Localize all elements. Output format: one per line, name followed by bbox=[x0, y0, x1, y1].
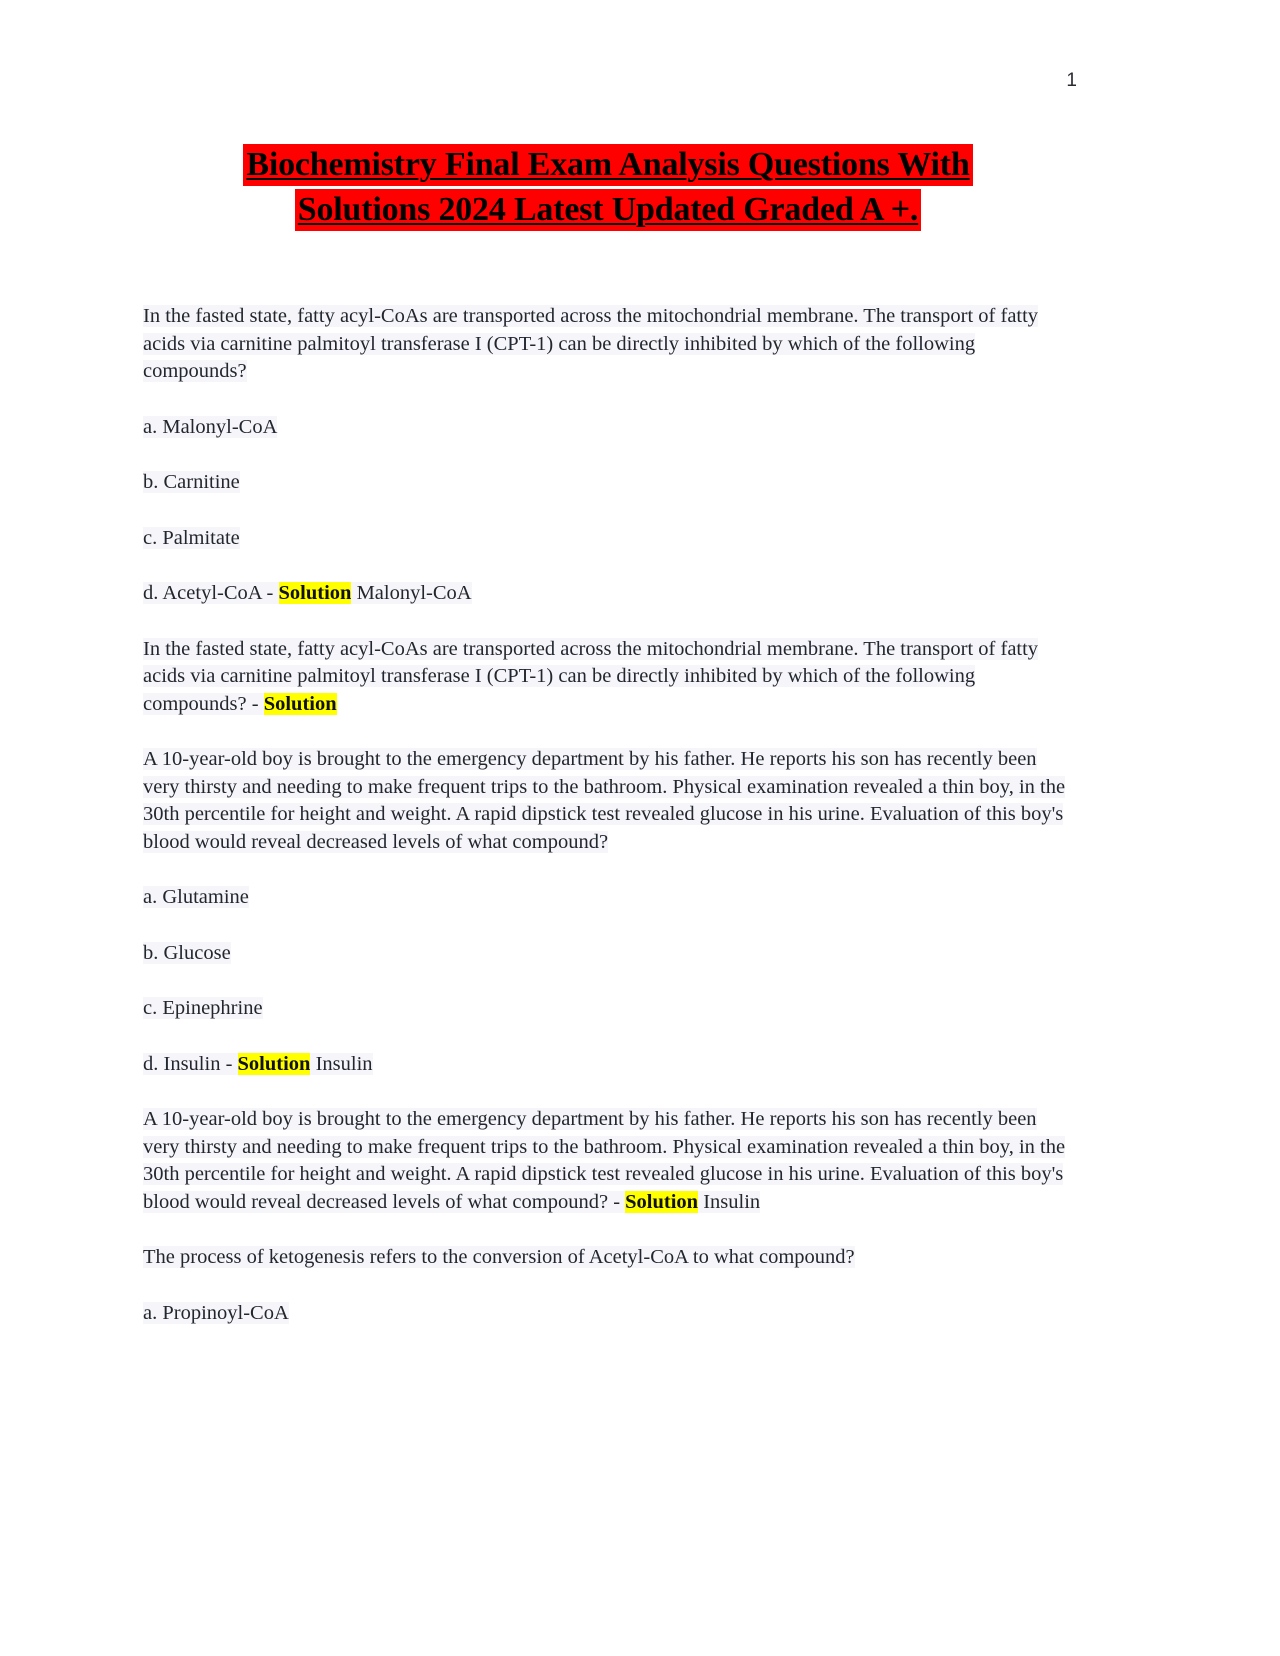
question-2-stem-text: A 10-year-old boy is brought to the emergency department by his father. He reports his son has recently been very thirsty and needing to make frequent trips to the bathroom. Physical examination revealed a thin boy, in the 30th percentile for height and weight. A rapid dipstick test revealed glucose in his urine. Evaluation of this boy's blood would reveal decreased levels of what compound? bbox=[143, 748, 1066, 853]
question-1-option-b bbox=[143, 469, 1073, 497]
question-3-stem bbox=[143, 1244, 1071, 1272]
question-3-option-a-text: a. Propinoyl-CoA bbox=[143, 1301, 289, 1324]
question-1-option-c-text: c. Palmitate bbox=[143, 526, 240, 549]
question-2-option-b-text: b. Glucose bbox=[143, 941, 231, 964]
question-2-option-d-answer-text: Insulin bbox=[315, 1052, 373, 1075]
question-1-option-d bbox=[143, 580, 1073, 608]
question-2-option-d-answer bbox=[310, 1053, 372, 1075]
question-1-option-d-answer bbox=[351, 582, 471, 604]
question-1-stem bbox=[143, 303, 1071, 386]
question-1-repeat-solution-label: Solution bbox=[263, 692, 337, 715]
question-2-option-a bbox=[143, 884, 1073, 912]
page-number: 1 bbox=[1066, 70, 1077, 91]
question-1-option-b-text: b. Carnitine bbox=[143, 471, 240, 493]
question-1-option-d-answer-text: Malonyl-CoA bbox=[356, 582, 472, 604]
page-title-line-2-text: Solutions 2024 Latest Updated Graded A +. bbox=[295, 189, 921, 231]
question-2-stem bbox=[143, 746, 1071, 856]
question-2-repeat-text: A 10-year-old boy is brought to the emergency department by his father. He reports his son has recently been very thirsty and needing to make frequent trips to the bathroom. Physical examination revealed a thin boy, in the 30th percentile for height and weight. A rapid dipstick test revealed glucose in his urine. Evaluation of this boy's blood would reveal decreased levels of what compound? - bbox=[143, 1108, 1066, 1213]
question-1-option-a-text: a. Malonyl-CoA bbox=[143, 415, 278, 438]
question-1-solution-label: Solution bbox=[278, 582, 352, 604]
page-title-line-2 bbox=[143, 187, 1073, 232]
question-2-repeat bbox=[143, 1106, 1071, 1216]
question-1-option-a bbox=[143, 414, 1073, 442]
question-2-option-d-prefix: d. Insulin - bbox=[143, 1052, 238, 1075]
question-3-stem-text: The process of ketogenesis refers to the conversion of Acetyl-CoA to what compound? bbox=[143, 1246, 855, 1268]
question-2-option-b bbox=[143, 940, 1073, 968]
question-2-option-a-text: a. Glutamine bbox=[143, 886, 249, 908]
question-1-option-d-prefix: d. Acetyl-CoA - bbox=[143, 582, 279, 604]
question-2-repeat-answer bbox=[698, 1191, 760, 1213]
question-2-repeat-solution-label: Solution bbox=[625, 1190, 699, 1213]
page-title-line-1-text: Biochemistry Final Exam Analysis Questions With bbox=[243, 144, 972, 186]
page-title-line-1 bbox=[143, 142, 1073, 187]
document-body bbox=[143, 303, 1073, 1355]
question-2-option-d bbox=[143, 1051, 1073, 1079]
question-1-repeat bbox=[143, 636, 1071, 719]
question-2-option-c bbox=[143, 995, 1073, 1023]
question-3-option-a bbox=[143, 1300, 1073, 1328]
question-2-repeat-answer-text: Insulin bbox=[703, 1190, 761, 1213]
question-1-option-c bbox=[143, 525, 1073, 553]
question-2-option-c-text: c. Epinephrine bbox=[143, 997, 263, 1019]
question-1-repeat-text: In the fasted state, fatty acyl-CoAs are transported across the mitochondrial membrane. The transport of fatty acids via carnitine palmitoyl transferase I (CPT-1) can be directly inhibited by which of the following compounds? - bbox=[143, 637, 1039, 715]
page-title bbox=[143, 142, 1073, 232]
question-2-solution-label: Solution bbox=[237, 1052, 311, 1075]
question-1-stem-text: In the fasted state, fatty acyl-CoAs are transported across the mitochondrial membrane. The transport of fatty acids via carnitine palmitoyl transferase I (CPT-1) can be directly inhibited by which of the following compounds? bbox=[143, 305, 1039, 382]
